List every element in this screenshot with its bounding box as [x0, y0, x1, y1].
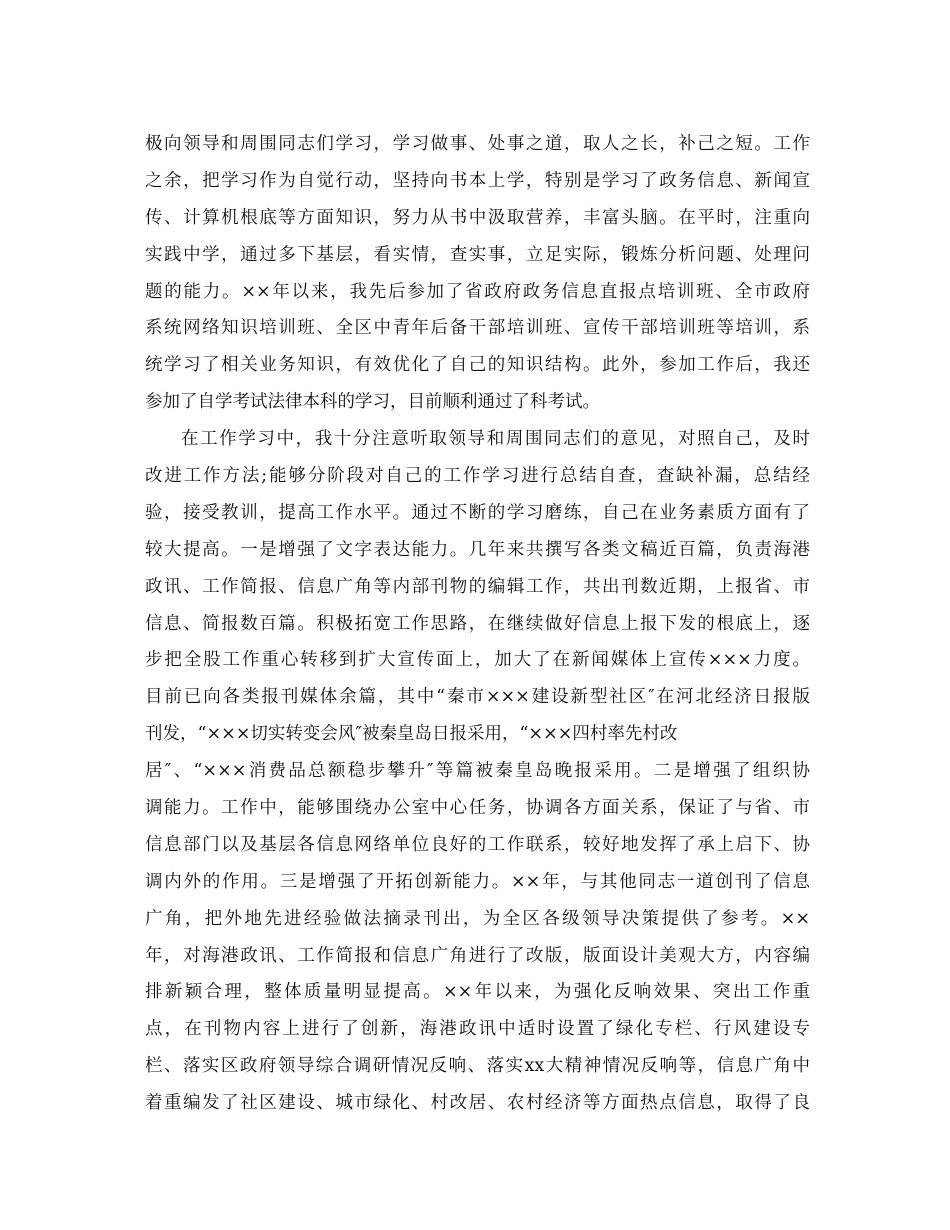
text-line: 极向领导和周围同志们学习，学习做事、处事之道，取人之长，补己之短。工作	[145, 134, 810, 154]
text-line: 调能力。工作中，能够围绕办公室中心任务，协调各方面关系，保证了与省、市	[145, 798, 810, 819]
text-line: 信息、简报数百篇。积极拓宽工作思路，在继续做好信息上报下发的根底上，逐	[145, 613, 810, 634]
text-line: 较大提高。一是增强了文字表达能力。几年来共撰写各类文稿近百篇，负责海港	[145, 539, 810, 560]
text-line: 年，对海港政讯、工作简报和信息广角进行了改版，版面设计美观大方，内容编	[145, 945, 810, 966]
text-line: 点，在刊物内容上进行了创新，海港政讯中适时设置了绿化专栏、行风建设专	[145, 1019, 810, 1040]
text-line: 刊发，“×××切实转变会风″被秦皇岛日报采用，“×××四村率先村改	[145, 724, 678, 745]
text-line: 栏、落实区政府领导综合调研情况反响、落实xx大精神情况反响等，信息广角中	[145, 1056, 810, 1077]
text-line: 步把全股工作重心转移到扩大宣传面上，加大了在新闻媒体上宣传×××力度。	[145, 650, 810, 671]
text-line: 验，接受教训，提高工作水平。通过不断的学习磨练，自己在业务素质方面有了	[145, 502, 810, 523]
text-line: 政讯、工作简报、信息广角等内部刊物的编辑工作，共出刊数近期，上报省、市	[145, 576, 810, 597]
text-line: 信息部门以及基层各信息网络单位良好的工作联系，较好地发挥了承上启下、协	[145, 834, 810, 855]
paragraph-last-line: 参加了自学考试法律本科的学习，目前顺利通过了科考试。	[145, 392, 600, 413]
text-line: 调内外的作用。三是增强了开拓创新能力。××年，与其他同志一道创刊了信息	[145, 871, 810, 892]
paragraph-first-line: 在工作学习中，我十分注意听取领导和周围同志们的意见，对照自己，及时	[181, 429, 810, 450]
text-line: 排新颖合理，整体质量明显提高。××年以来，为强化反响效果、突出工作重	[145, 982, 810, 1003]
text-line: 着重编发了社区建设、城市绿化、村改居、农村经济等方面热点信息，取得了良	[145, 1093, 810, 1114]
text-line: 实践中学，通过多下基层，看实情，查实事，立足实际，锻炼分析问题、处理问	[145, 244, 810, 265]
text-line: 题的能力。××年以来，我先后参加了省政府政务信息直报点培训班、全市政府	[145, 281, 810, 302]
text-line: 系统网络知识培训班、全区中青年后备干部培训班、宣传干部培训班等培训，系	[145, 318, 810, 339]
body-text	[145, 126, 810, 1122]
text-line: 改进工作方法;能够分阶段对自己的工作学习进行总结自查，查缺补漏，总结经	[145, 466, 810, 487]
text-line: 广角，把外地先进经验做法摘录刊出，为全区各级领导决策提供了参考。××	[145, 908, 810, 929]
text-line: 目前已向各类报刊媒体余篇，其中“秦市×××建设新型社区″在河北经济日报版	[145, 687, 810, 708]
text-line: 之余，把学习作为自觉行动，坚持向书本上学，特别是学习了政务信息、新闻宣	[145, 170, 810, 191]
text-line: 传、计算机根底等方面知识，努力从书中汲取营养，丰富头脑。在平时，注重向	[145, 207, 810, 228]
text-line: 居″、“×××消费品总额稳步攀升″等篇被秦皇岛晚报采用。二是增强了组织协	[145, 761, 810, 782]
text-line: 统学习了相关业务知识，有效优化了自己的知识结构。此外，参加工作后，我还	[145, 355, 810, 376]
